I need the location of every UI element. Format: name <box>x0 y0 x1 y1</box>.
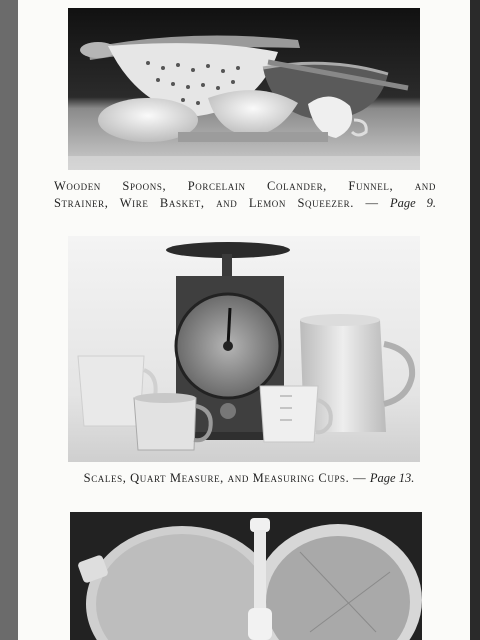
photo-plate-kitchen-utensils <box>68 8 420 170</box>
caption-plate-1 <box>54 178 436 212</box>
photo-plate-scales-measures <box>68 236 420 462</box>
viewer-scrollbar[interactable] <box>470 0 480 640</box>
caption-1-line-1: Wooden Spoons, Porcelain Colander, Funnel, and <box>54 179 436 193</box>
document-page <box>18 0 470 640</box>
caption-2-page-ref: Page 13. <box>369 471 415 485</box>
caption-2-line-1 <box>54 470 444 487</box>
caption-2-text: Scales, Quart Measure, and Measuring Cups. — <box>83 471 367 485</box>
caption-1-line-2-text: Strainer, Wire Basket, and Lemon Squeezer. — <box>54 196 379 210</box>
caption-plate-2 <box>54 470 444 487</box>
viewer-left-margin <box>0 0 18 640</box>
photo-plate-pans <box>70 512 422 640</box>
caption-1-line-2 <box>54 195 436 212</box>
caption-1-page-ref: Page 9. <box>390 196 436 210</box>
